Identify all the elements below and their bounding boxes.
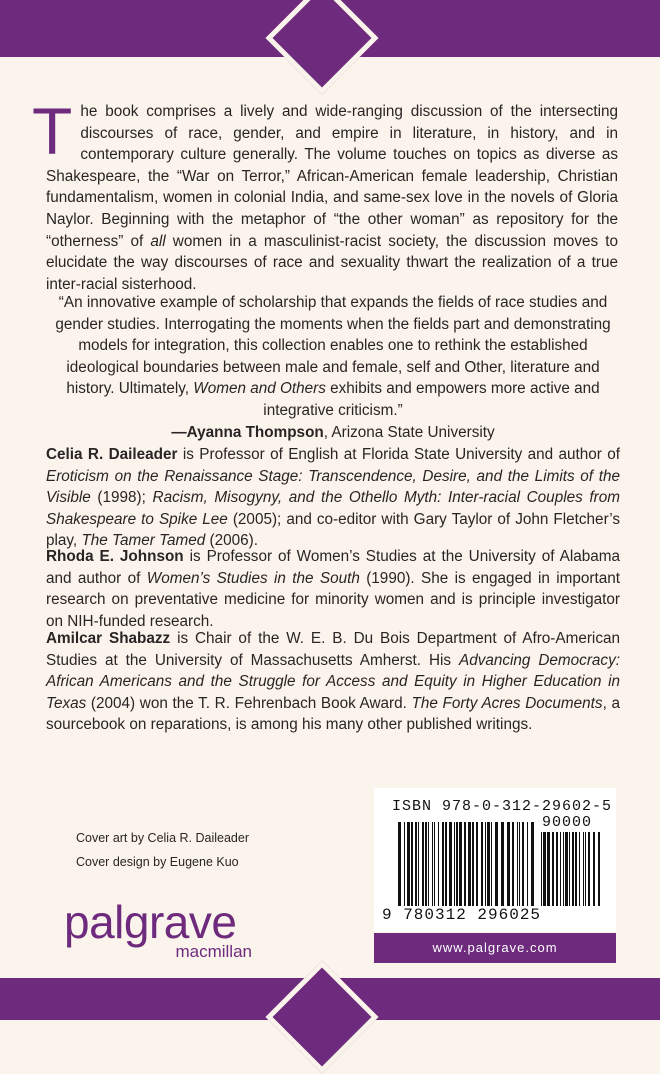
- barcode-bar: [407, 822, 410, 906]
- bio-name: Rhoda E. Johnson: [46, 548, 184, 565]
- barcode-bar: [563, 832, 564, 906]
- isbn-label: ISBN 978-0-312-29602-5: [392, 798, 613, 815]
- barcode-bar: [491, 822, 492, 906]
- barcode-bar: [438, 822, 439, 906]
- bio-text: (2005); and co-editor with Gary Taylor of John Fletcher’s play,: [46, 510, 620, 550]
- bio-book-title: Advancing Democracy: African Americans and the Struggle for Access and Equity in Higher Education in Texas: [46, 651, 620, 712]
- barcode-bar: [485, 822, 486, 906]
- barcode-bar: [552, 832, 554, 906]
- addon-barcode: [541, 832, 603, 906]
- bio-book-title: The Tamer Tamed: [81, 532, 206, 550]
- barcode-bar: [472, 822, 474, 906]
- quote-text-end: exhibits and empowers more active and integrative criticism.”: [263, 380, 600, 419]
- barcode-bar: [459, 822, 462, 906]
- barcode-bar: [572, 832, 574, 906]
- barcode-bar: [398, 822, 401, 906]
- barcode-bar: [543, 832, 546, 906]
- barcode-bar: [519, 822, 520, 906]
- barcode-bar: [464, 822, 466, 906]
- barcode-bar: [512, 822, 514, 906]
- quote-dash: —: [171, 423, 187, 441]
- barcode-bar: [456, 822, 458, 906]
- barcode-bar: [579, 832, 580, 906]
- barcode-bar: [454, 822, 455, 906]
- barcode-bar: [569, 832, 570, 906]
- barcode-bar: [449, 822, 452, 906]
- bio-name: Amilcar Shabazz: [46, 630, 171, 647]
- bio-shabazz: [46, 628, 620, 736]
- barcode-bar: [445, 822, 447, 906]
- logo-palgrave: palgrave: [64, 896, 237, 948]
- barcode-bar: [593, 832, 595, 906]
- barcode-bar: [541, 832, 542, 906]
- bio-book-title: Racism, Misogyny, and the Othello Myth: Inter-racial Couples from Shakespeare to Spike Lee: [46, 489, 620, 528]
- barcode-bar: [588, 832, 590, 906]
- barcode-bar: [422, 822, 424, 906]
- bio-text: (1990). She is engaged in important research on preventative medicine for minority women and is principle investigator on NIH-funded research.: [46, 569, 620, 630]
- publisher-url[interactable]: www.palgrave.com: [374, 933, 616, 963]
- bio-text: (2004) won the T. R. Fehrenbach Book Award.: [86, 694, 412, 712]
- quote-affiliation: , Arizona State University: [323, 423, 495, 441]
- bio-johnson: [46, 546, 620, 632]
- barcode-bar: [556, 832, 558, 906]
- barcode-bar: [565, 832, 568, 906]
- barcode-bar: [418, 822, 419, 906]
- barcode-bar: [476, 822, 478, 906]
- barcode-bar: [434, 822, 435, 906]
- intro-emphasis: all: [150, 232, 166, 250]
- barcode-panel: [374, 788, 616, 932]
- bio-book-title: Eroticism on the Renaissance Stage: Transcendence, Desire, and the Limits of the Visible: [46, 467, 620, 507]
- barcode-bar: [425, 822, 427, 906]
- barcode-bar: [560, 832, 561, 906]
- cover-art-credit: Cover art by Celia R. Daileader: [76, 831, 249, 845]
- bio-text: , a sourcebook on reparations, is among his many other published writings.: [46, 694, 620, 734]
- barcode-bar: [442, 822, 444, 906]
- bio-text: (2006).: [205, 532, 259, 550]
- barcode-bar: [517, 822, 518, 906]
- bio-text: is Professor of Women’s Studies at the University of Alabama and author of: [46, 548, 620, 587]
- barcode-bar: [428, 822, 429, 906]
- quote-text: “An innovative example of scholarship that expands the fields of race studies and gender studies. Interrogating the moments when the fields part and demonstrating models for integration, this collection enables one to rethink the established ideological boundaries between male and female, self and Other, literature and history. Ultimately,: [55, 294, 611, 398]
- barcode-bar: [432, 822, 433, 906]
- barcode-bar: [468, 822, 471, 906]
- intro-text: he book comprises a lively and wide-ranging discussion of the intersecting discourses of race, gender, and empire in literature, in history, and in contemporary culture generally. The volume touches on topics as diverse as Shakespeare, the “War on Terror,” African-American female leadership, Christian fundamentalism, women in colonial India, and same-sex love in the novels of Gloria Naylor. Beginning with the metaphor of “the other woman” as repository for the “otherness” of: [46, 103, 618, 250]
- publisher-logo: [64, 896, 264, 961]
- barcode-bar: [522, 822, 524, 906]
- logo-macmillan: macmillan: [175, 942, 252, 961]
- bio-daileader: [46, 444, 620, 552]
- bio-book-title: Women’s Studies in the South: [146, 569, 360, 587]
- barcode-bar: [495, 822, 498, 906]
- barcode-bar: [575, 832, 577, 906]
- bio-text: is Professor of English at Florida State University and author of: [177, 446, 621, 463]
- barcode-bar: [415, 822, 417, 906]
- bio-text: (1998);: [90, 489, 153, 507]
- barcode-bar: [598, 832, 600, 906]
- bio-text: is Chair of the W. E. B. Du Bois Department of Afro-American Studies at the University of Massachusetts Amherst. His: [46, 630, 620, 669]
- barcode-bar: [585, 832, 586, 906]
- intro-paragraph: [32, 94, 619, 295]
- barcode-bar: [501, 822, 504, 906]
- barcode-bar: [481, 822, 483, 906]
- barcode-bar: [411, 822, 413, 906]
- cover-design-credit: Cover design by Eugene Kuo: [76, 855, 239, 869]
- ean-number: 9 780312 296025: [382, 906, 542, 924]
- barcode-bar: [487, 822, 490, 906]
- barcode-bar: [547, 832, 550, 906]
- bio-book-title: The Forty Acres Documents: [411, 694, 603, 712]
- barcode-bar: [583, 832, 584, 906]
- barcode-bar: [404, 822, 405, 906]
- drop-cap: T: [32, 94, 73, 168]
- barcode-bar: [527, 822, 528, 906]
- ean-barcode: [398, 822, 536, 906]
- barcode-bar: [531, 822, 534, 906]
- barcode-bar: [507, 822, 510, 906]
- price-addon-label: 90000: [542, 814, 593, 831]
- review-quote: [46, 292, 620, 443]
- cover-credits: [76, 826, 249, 874]
- intro-text-end: women in a masculinist-racist society, the discussion moves to elucidate the way discourses of race and sexuality thwart the realization of a true inter-racial sisterhood.: [46, 232, 619, 293]
- quote-book-title: Women and Others: [193, 380, 326, 398]
- bio-name: Celia R. Daileader: [46, 446, 178, 463]
- quote-author: Ayanna Thompson: [186, 423, 324, 441]
